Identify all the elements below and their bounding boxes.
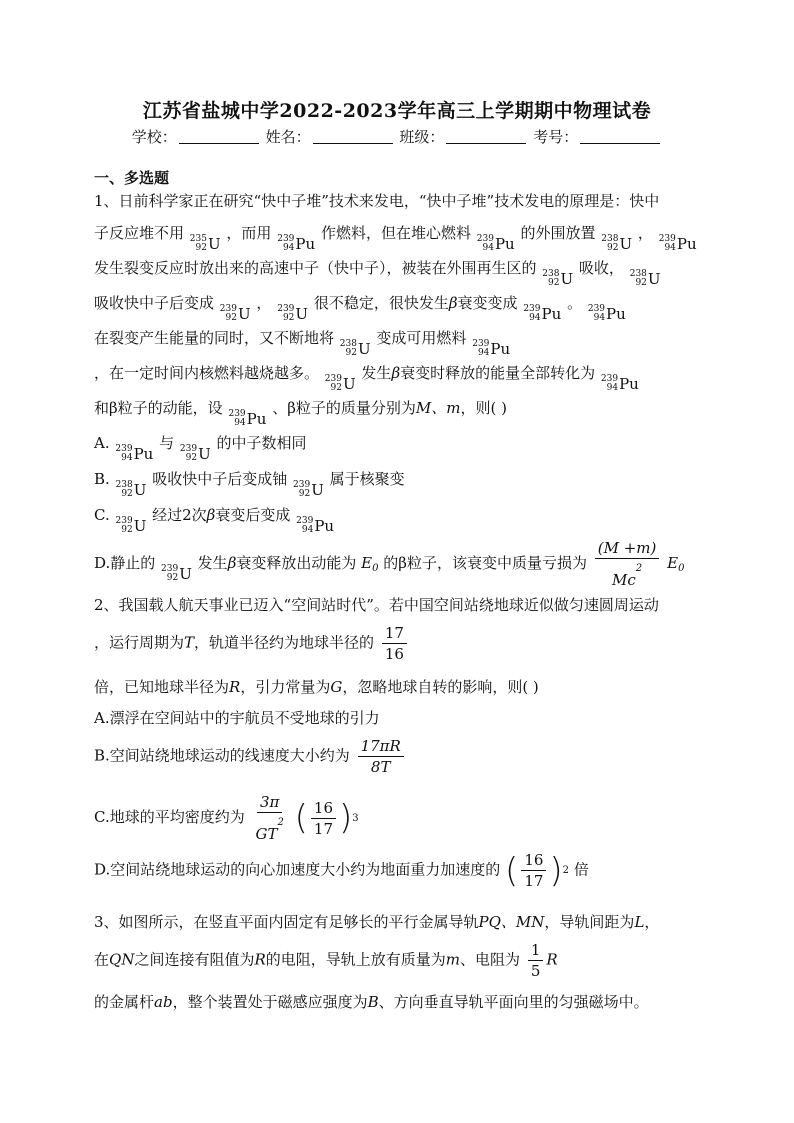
text-span: 2	[277, 817, 284, 828]
text-span: 92	[298, 489, 311, 499]
student-info-line	[0, 126, 794, 147]
text-span: 238	[542, 269, 560, 279]
text-span: ，而用	[226, 224, 272, 242]
q1-option-c[interactable]	[94, 504, 335, 535]
text-span: 92	[330, 383, 342, 393]
text-span: 子反应堆不用	[94, 224, 185, 242]
text-span: m	[445, 950, 461, 969]
text-span: 属于核聚变	[329, 470, 405, 488]
fraction-numerator: (M +m)	[595, 538, 660, 559]
nuclide-indices	[659, 235, 676, 253]
text-span: ，整个装置处于磁感应强度为	[172, 993, 368, 1011]
text-span: β	[448, 294, 458, 312]
text-span: 3、如图所示，在竖直平面内固定有足够长的平行金属导轨	[94, 913, 479, 931]
text-span: 很不稳定，很快发生	[313, 294, 449, 312]
text-span: 发生	[361, 364, 392, 382]
text-span: 239	[472, 339, 490, 349]
text-span: 239	[587, 304, 606, 314]
text-span: G	[330, 678, 343, 696]
text-span: E	[667, 554, 679, 572]
text-span: 239	[277, 234, 295, 244]
nuclide-u239	[277, 305, 308, 323]
nuclide-u238	[116, 481, 147, 499]
text-span: B.	[94, 470, 110, 488]
text-span: 衰变后变成	[215, 506, 291, 524]
number-label: 考号：	[533, 128, 579, 146]
text-span: ，轨道半径约为地球半径的	[194, 633, 375, 652]
fraction-denominator: 17	[313, 819, 334, 838]
text-span: ，	[637, 224, 653, 242]
q1-line-4	[94, 292, 627, 323]
text-span: D.空间站绕地球运动的向心加速度大小约为地面重力加速度的	[94, 860, 501, 879]
text-span: R	[229, 678, 241, 696]
text-span: 92	[121, 525, 133, 535]
fraction-numerator: 16	[521, 850, 546, 871]
bracket: (	[505, 850, 519, 891]
text-span: 239	[115, 444, 133, 454]
density-fraction	[253, 792, 287, 844]
nuclide-symbol: Pu	[541, 305, 562, 323]
text-span: 94	[482, 243, 494, 253]
nuclide-indices	[116, 481, 133, 499]
text-span: Mc	[611, 571, 636, 589]
nuclide-symbol: Pu	[676, 235, 697, 253]
text-span: 92	[185, 453, 198, 463]
text-span: 94	[477, 348, 490, 358]
text-span: 吸收快中子后变成	[94, 294, 215, 312]
bracket: )	[549, 850, 563, 891]
nuclide-symbol: U	[133, 481, 147, 499]
nuclide-symbol: U	[311, 481, 324, 499]
nuclide-indices	[340, 340, 357, 358]
text-span: C.	[94, 506, 110, 524]
ratio-power-2	[505, 850, 569, 891]
text-span: 94	[121, 453, 133, 463]
text-span: M、m	[415, 399, 461, 417]
q2-option-d[interactable]	[94, 850, 589, 891]
nuclide-pu239	[588, 305, 626, 323]
text-span: 吸收，	[578, 259, 624, 277]
text-span: 发生裂变反应时放出来的高速中子（快中子），被装在外围再生区的	[94, 259, 537, 277]
text-span: 239	[296, 516, 314, 526]
class-label: 班级：	[399, 128, 445, 146]
energy-e0	[361, 554, 378, 572]
text-span: 239	[523, 304, 541, 314]
text-span: 变成可用燃料	[376, 329, 467, 347]
text-span: 92	[607, 243, 619, 253]
fraction-numerator: 17πR	[358, 736, 404, 757]
q1-line-5	[94, 327, 511, 358]
nuclide-symbol: U	[179, 565, 192, 583]
text-span: 作燃料，但在堆心燃料	[320, 224, 471, 242]
nuclide-indices	[293, 481, 310, 499]
nuclide-u239	[220, 305, 251, 323]
nuclide-u238	[630, 270, 661, 288]
q1-option-a[interactable]	[94, 432, 307, 463]
nuclide-u238	[601, 235, 632, 253]
nuclide-u239	[293, 481, 324, 499]
q1-line-1	[94, 190, 659, 211]
nuclide-indices	[228, 410, 245, 428]
text-span: A.	[94, 434, 110, 452]
text-span: R	[254, 950, 266, 969]
nuclide-pu239	[477, 235, 515, 253]
nuclide-pu239	[601, 375, 639, 393]
text-span: ，则( )	[460, 399, 507, 417]
nuclide-u235	[190, 235, 221, 253]
nuclide-symbol: Pu	[133, 445, 154, 463]
text-span: 92	[195, 243, 207, 253]
text-span: 239	[115, 516, 133, 526]
fraction-numerator: 1	[528, 940, 544, 961]
q2-option-b[interactable]	[94, 736, 407, 777]
nuclide-symbol: U	[207, 235, 221, 253]
text-span	[521, 850, 546, 891]
text-span: 94	[301, 525, 314, 535]
text-span: 92	[121, 489, 133, 499]
nuclide-pu239	[296, 517, 334, 535]
nuclide-symbol: U	[619, 235, 633, 253]
text-span: β	[391, 364, 401, 382]
text-span: 。	[567, 294, 583, 312]
text-span: 239	[161, 564, 179, 574]
nuclide-indices	[296, 517, 313, 535]
text-span: 2	[635, 563, 643, 574]
text-span: 的金属杆	[94, 993, 155, 1011]
text-span: B	[367, 993, 379, 1011]
text-span: 238	[629, 269, 647, 279]
nuclide-indices	[601, 375, 618, 393]
q1-option-d[interactable]	[94, 538, 684, 590]
nuclide-symbol: Pu	[246, 410, 267, 428]
text-span: C.地球的平均密度约为	[94, 808, 245, 826]
nuclide-pu239	[659, 235, 697, 253]
text-span: 94	[664, 243, 676, 253]
nuclide-u239	[325, 375, 356, 393]
text-span: 倍	[573, 860, 589, 879]
text-span: 94	[529, 313, 541, 323]
nuclide-indices	[116, 517, 133, 535]
q1-line-6	[94, 362, 640, 393]
nuclide-u239	[180, 445, 211, 463]
fraction-denominator	[253, 813, 287, 844]
text-span: QN	[109, 950, 135, 969]
text-span: 94	[593, 313, 606, 323]
q2-line-1	[94, 594, 659, 615]
nuclide-symbol: Pu	[494, 235, 515, 253]
text-span: 、电阻为	[460, 950, 521, 969]
nuclide-symbol: Pu	[295, 235, 316, 253]
text-span: B.空间站绕地球运动的线速度大小约为	[94, 746, 350, 765]
text-span: R	[546, 950, 558, 969]
text-span: 、β粒子的质量分别为	[272, 399, 416, 417]
nuclide-symbol: U	[342, 375, 356, 393]
nuclide-pu239	[472, 340, 510, 358]
nuclide-indices	[277, 305, 294, 323]
fraction-numerator: 3π	[257, 792, 282, 813]
nuclide-indices	[115, 445, 132, 463]
energy-e0	[667, 554, 684, 572]
school-blank[interactable]	[179, 143, 259, 144]
text-span: 的中子数相同	[216, 434, 307, 452]
nuclide-indices	[190, 235, 207, 253]
fraction-numerator: 17	[382, 623, 407, 644]
nuclide-u238	[340, 340, 371, 358]
bracket: )	[339, 798, 353, 838]
ratio-power-3	[295, 798, 359, 839]
text-span: 94	[234, 418, 246, 428]
text-span: 、方向垂直导轨平面向里的匀强磁场中。	[378, 993, 649, 1011]
q2-option-a[interactable]	[94, 707, 380, 728]
nuclide-indices	[277, 235, 294, 253]
text-span: 239	[219, 304, 237, 314]
fraction-numerator: 16	[311, 798, 336, 819]
nuclide-symbol: U	[647, 270, 661, 288]
text-span: 吸收快中子后变成铀	[152, 470, 288, 488]
name-label: 姓名：	[265, 128, 311, 146]
text-span: 1、日前科学家正在研究“快中子堆”技术来发电，“快中子堆”技术发电的原理是：快中	[94, 192, 660, 210]
text-span: 与	[159, 434, 175, 452]
text-span: 92	[345, 348, 357, 358]
text-span: β	[206, 506, 216, 524]
text-span: 经过2次	[152, 506, 207, 524]
nuclide-symbol: U	[198, 445, 211, 463]
fraction-denominator: 17	[524, 872, 544, 890]
nuclide-indices	[220, 305, 237, 323]
nuclide-u238	[542, 270, 573, 288]
q3-line-2	[94, 940, 558, 981]
q1-option-b[interactable]	[94, 468, 405, 499]
fraction-denominator: 16	[384, 645, 404, 663]
number-blank[interactable]	[580, 143, 660, 144]
nuclide-indices	[161, 565, 178, 583]
text-span: 239	[600, 374, 619, 384]
nuclide-symbol: U	[133, 517, 147, 535]
text-span: 94	[282, 243, 295, 253]
text-span: A.漂浮在空间站中的宇航员不受地球的引力	[94, 709, 380, 727]
text-span: 和β粒子的动能，设	[94, 399, 223, 417]
section-heading: 一、多选题	[94, 169, 170, 187]
text-span: D.静止的	[94, 554, 156, 572]
text-span: GT	[255, 825, 278, 843]
text-span: E	[361, 554, 373, 572]
school-label: 学校：	[131, 128, 177, 146]
text-span: 238	[339, 339, 357, 349]
q3-line-1: 3、如图所示，在竖直平面内固定有足够长的平行金属导轨PQ、MN，导轨间距为L，	[94, 913, 660, 931]
text-span: PQ、MN	[478, 913, 545, 931]
q1-line-3	[94, 257, 662, 288]
text-span: 衰变释放出动能为	[236, 554, 357, 572]
text-span: ，	[256, 294, 272, 312]
nuclide-symbol: Pu	[606, 305, 626, 323]
text-span: ，在一定时间内核燃料越烧越多。	[94, 364, 320, 382]
nuclide-indices	[630, 270, 647, 288]
text-span: 92	[225, 313, 237, 323]
exam-title: 江苏省盐城中学2022-2023学年高三上学期期中物理试卷	[142, 100, 652, 122]
fraction-denominator: 8T	[370, 758, 391, 776]
nuclide-indices	[601, 235, 618, 253]
text-span: 239	[476, 234, 494, 244]
q1-line-2	[94, 222, 698, 253]
text-span	[311, 798, 336, 839]
nuclide-symbol: Pu	[490, 340, 511, 358]
text-span: 的电阻，导轨上放有质量为	[265, 950, 446, 969]
text-span: 的外围放置	[520, 224, 596, 242]
nuclide-indices	[588, 305, 605, 323]
text-span: 239	[277, 304, 295, 314]
nuclide-pu239	[115, 445, 153, 463]
text-span: T	[184, 633, 195, 652]
text-span: β	[227, 554, 237, 572]
text-span: 在	[94, 950, 110, 969]
text-span: ab	[154, 993, 173, 1011]
nuclide-pu239	[277, 235, 315, 253]
nuclide-indices	[477, 235, 494, 253]
text-span: 239	[324, 374, 342, 384]
text-span: ，引力常量为	[240, 678, 331, 696]
text-span: 在裂变产生能量的同时，又不断地将	[94, 329, 335, 347]
text-span: 发生	[197, 554, 228, 572]
nuclide-pu239	[523, 305, 561, 323]
nuclide-pu239	[228, 410, 266, 428]
fraction-denominator	[609, 559, 645, 590]
nuclide-indices	[472, 340, 489, 358]
text-span: 0	[678, 563, 685, 574]
q2-option-c[interactable]	[94, 792, 359, 844]
text-span: 239	[179, 444, 198, 454]
q3-line-3	[94, 991, 649, 1012]
text-span: ，运行周期为	[94, 633, 185, 652]
text-span: ，导轨间距为	[544, 913, 635, 931]
text-span: 3	[352, 812, 359, 824]
text-span: 2	[562, 865, 570, 876]
text-span: 238	[601, 234, 619, 244]
nuclide-symbol: U	[295, 305, 309, 323]
nuclide-u239	[116, 517, 147, 535]
bracket: (	[294, 798, 308, 838]
text-span: 92	[548, 278, 560, 288]
velocity-fraction	[358, 736, 404, 777]
text-span: 的β粒子，该衰变中质量亏损为	[383, 554, 587, 572]
nuclide-u239	[161, 565, 192, 583]
text-span: 238	[115, 480, 133, 490]
nuclide-symbol: Pu	[619, 375, 639, 393]
nuclide-indices	[325, 375, 342, 393]
text-span: 92	[166, 573, 179, 583]
nuclide-symbol: U	[560, 270, 574, 288]
nuclide-symbol: Pu	[314, 517, 335, 535]
q1-line-7	[94, 397, 507, 428]
fraction-denominator: 5	[530, 962, 541, 980]
text-span: 235	[189, 234, 207, 244]
text-span: 衰变时释放的能量全部转化为	[400, 364, 596, 382]
nuclide-indices	[523, 305, 540, 323]
orbit-ratio-fraction	[382, 623, 407, 664]
text-span: 239	[293, 480, 311, 490]
q2-line-2	[94, 623, 410, 664]
text-span: 239	[228, 409, 246, 419]
text-span: 2、我国载人航天事业已迈入“空间站时代”。若中国空间站绕地球近似做匀速圆周运动	[94, 596, 659, 614]
q2-line-3	[94, 676, 539, 697]
nuclide-symbol: U	[357, 340, 371, 358]
text-span: 倍，已知地球半径为	[94, 678, 230, 696]
text-span: ，忽略地球自转的影响，则( )	[342, 678, 539, 696]
text-span: 94	[606, 383, 619, 393]
text-span: 衰变变成	[457, 294, 518, 312]
text-span: 0	[372, 563, 379, 574]
nuclide-indices	[542, 270, 559, 288]
resistance-fraction	[528, 940, 544, 981]
nuclide-indices	[180, 445, 197, 463]
text-span: 92	[635, 278, 647, 288]
text-span: 239	[658, 234, 676, 244]
text-span: 92	[282, 313, 295, 323]
nuclide-symbol: U	[237, 305, 251, 323]
mass-defect-fraction	[595, 538, 660, 590]
name-blank[interactable]	[313, 143, 393, 144]
class-blank[interactable]	[446, 143, 526, 144]
text-span: L	[634, 913, 645, 931]
text-span: 之间连接有阻值为	[134, 950, 255, 969]
